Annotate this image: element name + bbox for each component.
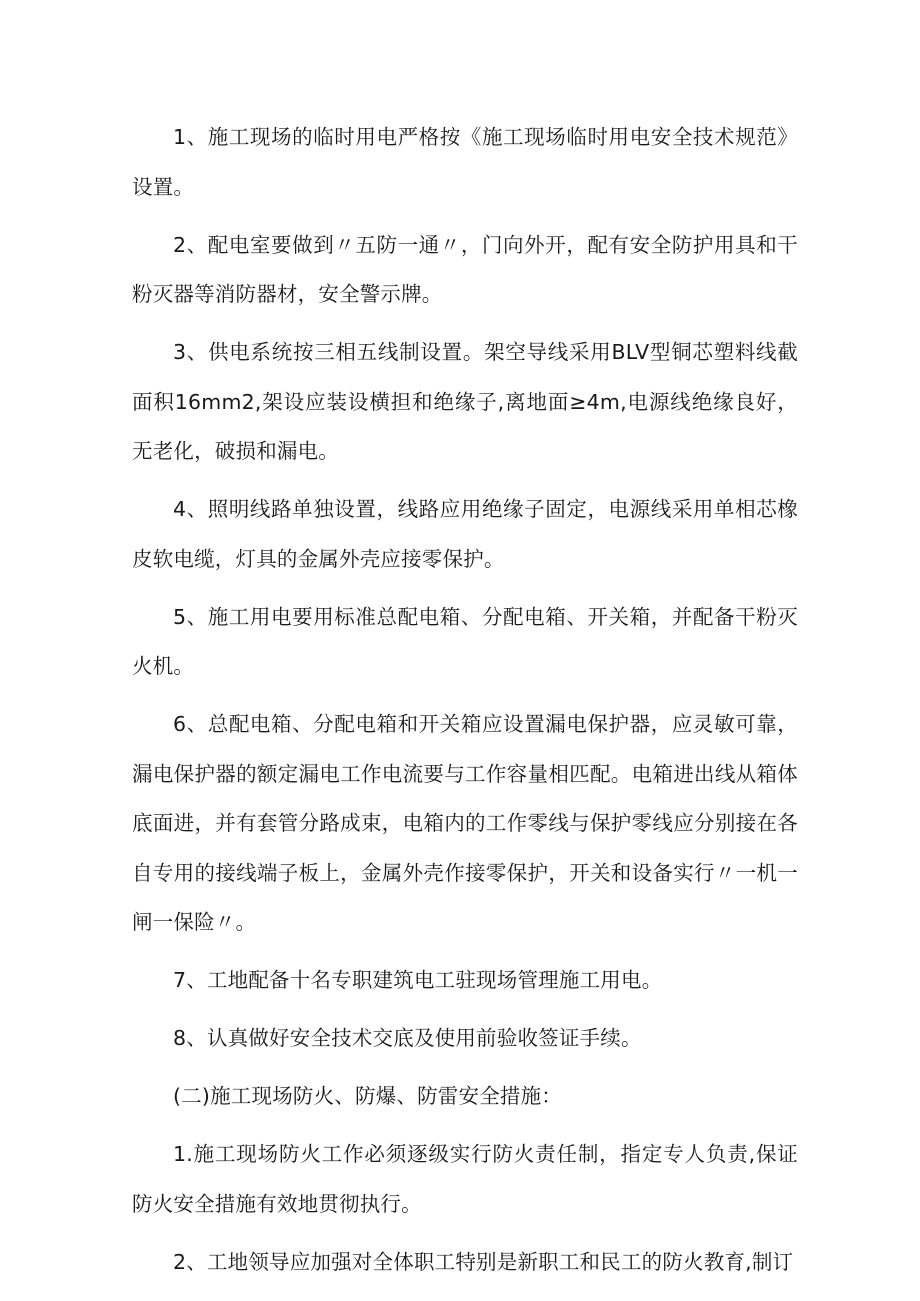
paragraph-7: 7、工地配备十名专职建筑电工驻现场管理施工用电。 — [173, 968, 663, 992]
paragraph-4: 4、照明线路单独设置，线路应用绝缘子固定，电源线采用单相芯橡皮软电缆，灯具的金属外壳应接零保护。 — [132, 497, 798, 571]
paragraph-2: 2、配电室要做到〃五防一通〃，门向外开，配有安全防护用具和干粉灭器等消防器材，安全警示牌。 — [132, 232, 798, 306]
section-heading-fire-safety: (二)施工现场防火、防爆、防雷安全措施： — [173, 1084, 562, 1108]
paragraph-3: 3、供电系统按三相五线制设置。架空导线采用BLV型铜芯塑料线截面积16mm2,架设应装设横担和绝缘子,离地面≥4m,电源线绝缘良好，无老化，破损和漏电。 — [132, 340, 798, 463]
paragraph-fire-2: 2、工地领导应加强对全体职工特别是新职工和民工的防火教育,制订 — [173, 1249, 794, 1274]
paragraph-1: 1、施工现场的临时用电严格按《施工现场临时用电安全技术规范》设置。 — [132, 125, 798, 199]
paragraph-6: 6、总配电箱、分配电箱和开关箱应设置漏电保护器，应灵敏可靠，漏电保护器的额定漏电工作电流要与工作容量相匹配。电箱进出线从箱体底面进，并有套管分路成束，电箱内的工作零线与保护零线应分别接在各自专用的接线端子板上，金属外壳作接零保护，开关和设备实行〃一机一闸一保险〃。 — [132, 712, 798, 934]
paragraph-fire-1: 1.施工现场防火工作必须逐级实行防火责任制，指定专人负责,保证防火安全措施有效地贯彻执行。 — [132, 1142, 798, 1216]
paragraph-5: 5、施工用电要用标准总配电箱、分配电箱、开关箱，并配备干粉灭火机。 — [132, 604, 798, 678]
document-body — [132, 113, 798, 1296]
paragraph-8: 8、认真做好安全技术交底及使用前验收签证手续。 — [173, 1026, 642, 1050]
